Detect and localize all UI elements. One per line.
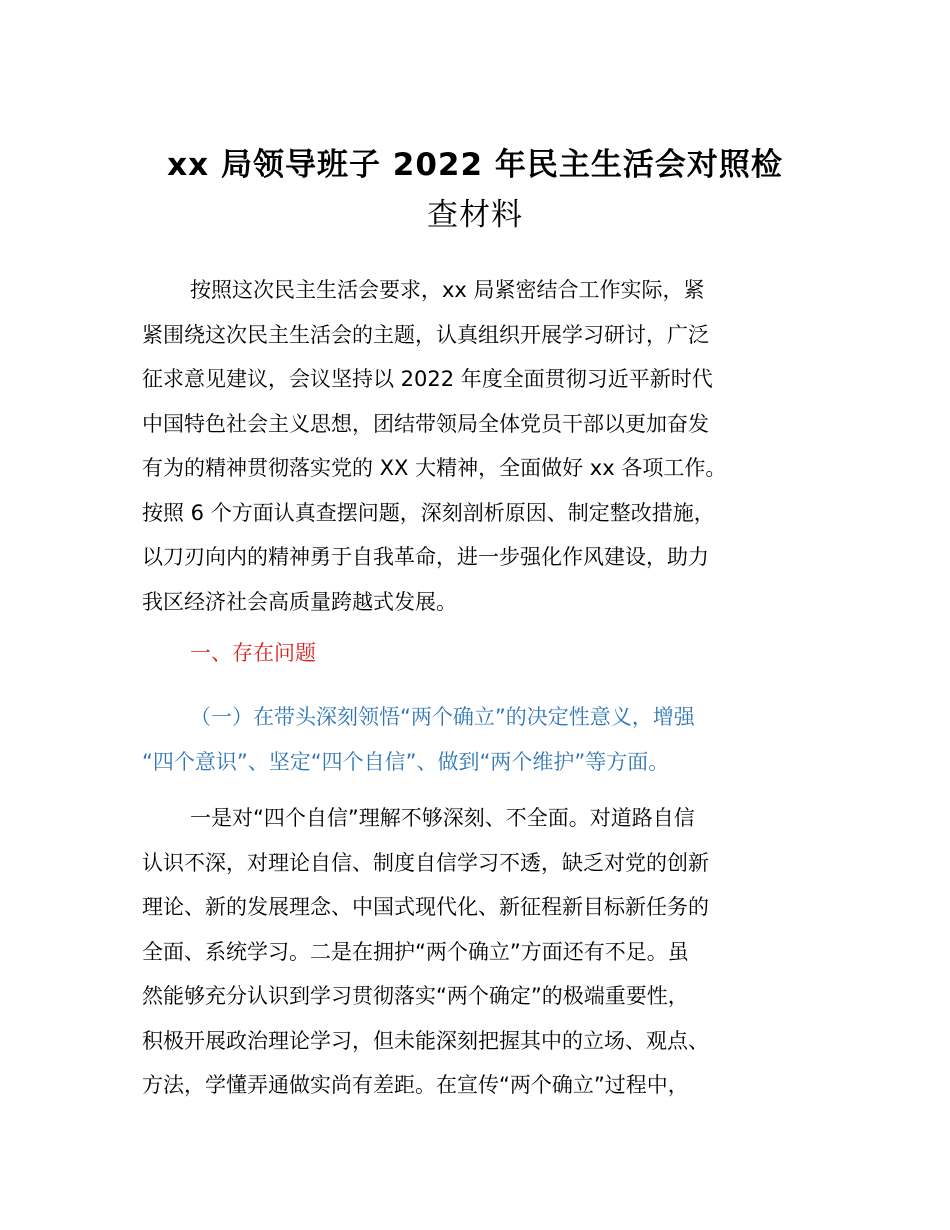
intro-line: 中国特色社会主义思想，团结带领局全体党员干部以更加奋发: [142, 411, 709, 436]
intro-paragraph: [142, 268, 814, 624]
intro-line: 有为的精神贯彻落实党的 XX 大精神，全面做好 xx 各项工作。: [142, 456, 727, 480]
intro-line: 我区经济社会高质量跨越式发展。: [142, 589, 457, 614]
intro-line: 紧围绕这次民主生活会的主题，认真组织开展学习研讨，广泛: [142, 322, 709, 347]
paragraph-line: 认识不深，对理论自信、制度自信学习不透，缺乏对党的创新: [142, 850, 709, 875]
paragraph-line: 积极开展政治理论学习，但未能深刻把握其中的立场、观点、: [142, 1028, 709, 1053]
title-line-1: xx 局领导班子 2022 年民主生活会对照检: [167, 147, 783, 183]
paragraph-line: 全面、系统学习。二是在拥护“两个确立”方面还有不足。虽: [142, 939, 689, 964]
intro-line: 按照 6 个方面认真查摆问题，深刻剖析原因、制定整改措施，: [142, 500, 715, 525]
paragraph-line: 然能够充分认识到学习贯彻落实“两个确定”的极端重要性，: [142, 984, 689, 1008]
intro-line: 以刀刃向内的精神勇于自我革命，进一步强化作风建设，助力: [142, 545, 709, 569]
title-line-2: 查材料: [427, 197, 523, 233]
section-heading-text: 一、存在问题: [190, 641, 316, 665]
problem-paragraph: [142, 796, 814, 1108]
subheading-line: （一）在带头深刻领悟“两个确立”的决定性意义，增强: [190, 705, 695, 729]
paragraph-line: 理论、新的发展理念、中国式现代化、新征程新目标新任务的: [142, 895, 709, 919]
document-title: [140, 140, 810, 240]
intro-line: 按照这次民主生活会要求，xx 局紧密结合工作实际，紧: [190, 278, 705, 302]
subheading-line: “四个意识”、坚定“四个自信”、做到“两个维护”等方面。: [142, 749, 670, 774]
paragraph-line: 方法，学懂弄通做实尚有差距。在宣传“两个确立”过程中，: [142, 1073, 689, 1097]
section-heading: [142, 631, 814, 676]
subsection-heading: [142, 695, 814, 784]
intro-line: 征求意见建议，会议坚持以 2022 年度全面贯彻习近平新时代: [142, 367, 713, 391]
paragraph-line: 一是对“四个自信”理解不够深刻、不全面。对道路自信: [190, 806, 695, 830]
